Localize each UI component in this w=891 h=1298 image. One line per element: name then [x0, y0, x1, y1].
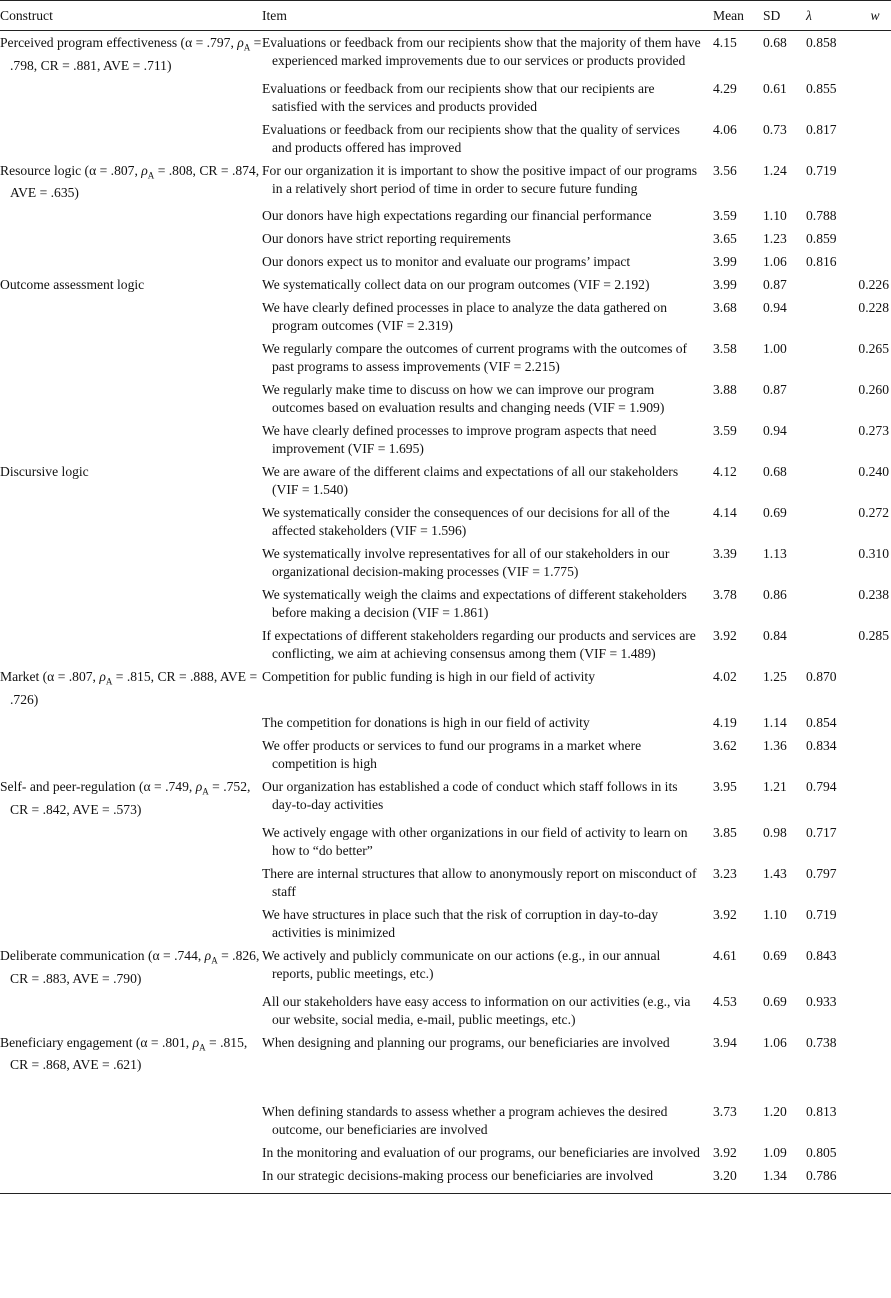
table-row [0, 1164, 891, 1194]
cell-w: 0.285 [858, 628, 889, 644]
item-text: There are internal structures that allow to anonymously report on misconduct of staff [262, 865, 697, 899]
cell-mean: 3.73 [713, 1104, 737, 1120]
cell-w [853, 903, 891, 944]
cell-w: 0.273 [858, 423, 889, 439]
cell-sd: 0.68 [763, 464, 787, 480]
cell-sd: 1.34 [763, 1164, 806, 1194]
cell-lambda: 0.797 [806, 865, 837, 881]
table-row [0, 862, 891, 903]
cell-construct [0, 296, 262, 337]
cell-w [853, 250, 891, 273]
cell-mean: 3.92 [713, 628, 737, 644]
cell-construct [0, 227, 262, 250]
cell-mean: 4.15 [713, 35, 737, 50]
cell-w [853, 1100, 891, 1141]
cell-w: 0.260 [858, 382, 889, 398]
cell-item [262, 77, 713, 118]
item-text: Competition for public funding is high in our field of activity [262, 669, 596, 685]
cell-construct [0, 1164, 262, 1194]
table-row [0, 1141, 891, 1164]
cell-construct [0, 990, 262, 1031]
cell-item [262, 159, 713, 205]
item-text: Evaluations or feedback from our recipients show that the majority of them have experienced marked improvements due to our services or products provided [262, 35, 701, 68]
item-text: For our organization it is important to show the positive impact of our programs in a relatively short period of time in order to secure future funding [262, 162, 698, 196]
cell-sd: 0.69 [763, 947, 787, 963]
cell-sd: 0.69 [763, 993, 787, 1009]
cell-item [262, 1031, 713, 1101]
header-mean: Mean [713, 1, 763, 31]
cell-lambda [806, 296, 853, 337]
construct-text: Beneficiary engagement (α = .801, $\rho_A = .815$, CR = .868, AVE = .621) [0, 1034, 248, 1073]
cell-item [262, 250, 713, 273]
cell-w [853, 944, 891, 990]
cell-w [853, 1164, 891, 1194]
cell-lambda [806, 583, 853, 624]
cell-mean: 3.78 [713, 587, 737, 603]
cell-construct [0, 821, 262, 862]
cell-w [853, 31, 891, 77]
cell-sd: 1.25 [763, 669, 787, 685]
cell-lambda: 0.859 [806, 231, 837, 247]
table-row [0, 711, 891, 734]
cell-mean: 3.88 [713, 382, 737, 398]
cell-mean: 3.62 [713, 738, 737, 754]
cell-construct [0, 31, 262, 77]
cell-sd: 1.00 [763, 341, 787, 357]
cell-item [262, 734, 713, 775]
construct-text: Discursive logic [0, 464, 89, 480]
cell-mean: 3.92 [713, 906, 737, 922]
cell-w [853, 1031, 891, 1101]
cell-lambda: 0.805 [806, 1145, 837, 1161]
cell-mean: 3.99 [713, 277, 737, 293]
cell-mean: 4.61 [713, 947, 737, 963]
cell-item [262, 775, 713, 821]
item-text: We are aware of the different claims and expectations of all our stakeholders (VIF = 1.540) [262, 464, 679, 498]
cell-construct [0, 204, 262, 227]
cell-w [853, 665, 891, 711]
item-text: We systematically consider the consequences of our decisions for all of the affected stakeholders (VIF = 1.596) [262, 505, 670, 539]
cell-w: 0.238 [858, 587, 889, 603]
cell-lambda [806, 337, 853, 378]
cell-construct [0, 734, 262, 775]
cell-w: 0.272 [858, 505, 889, 521]
cell-construct [0, 1141, 262, 1164]
item-text: In the monitoring and evaluation of our programs, our beneficiaries are involved [262, 1145, 700, 1161]
table-row [0, 460, 891, 501]
cell-lambda: 0.858 [806, 35, 837, 50]
cell-mean: 3.65 [713, 231, 737, 247]
table-row [0, 118, 891, 159]
item-text: We offer products or services to fund our programs in a market where competition is high [262, 738, 642, 772]
cell-item [262, 821, 713, 862]
header-construct: Construct [0, 1, 262, 31]
table-body [0, 31, 891, 1194]
cell-lambda [806, 378, 853, 419]
cell-item [262, 1141, 713, 1164]
cell-sd: 1.09 [763, 1145, 787, 1161]
cell-construct [0, 1100, 262, 1141]
item-text: We actively and publicly communicate on our actions (e.g., in our annual reports, public meetings, etc.) [262, 947, 661, 981]
cell-mean: 4.06 [713, 121, 737, 137]
item-text: We systematically involve representatives for all of our stakeholders in our organizational decision-making processes (VIF = 1.775) [262, 546, 670, 580]
cell-item [262, 419, 713, 460]
cell-sd: 0.86 [763, 587, 787, 603]
table-row [0, 624, 891, 665]
cell-sd: 1.06 [763, 254, 787, 270]
cell-mean: 3.99 [713, 254, 737, 270]
cell-w [853, 227, 891, 250]
item-text: All our stakeholders have easy access to information on our activities (e.g., via our website, social media, e-mail, public meetings, etc.) [262, 993, 691, 1027]
header-w: w [853, 1, 891, 31]
item-text: When designing and planning our programs, our beneficiaries are involved [262, 1034, 670, 1050]
header-item: Item [262, 1, 713, 31]
cell-lambda: 0.786 [806, 1164, 853, 1194]
item-text: We have clearly defined processes in place to analyze the data gathered on program outcomes (VIF = 2.319) [262, 300, 668, 334]
cell-w [853, 711, 891, 734]
cell-w [853, 204, 891, 227]
cell-lambda: 0.719 [806, 162, 837, 178]
cell-w: 0.265 [858, 341, 889, 357]
cell-sd: 1.10 [763, 906, 787, 922]
item-text: In our strategic decisions-making process our beneficiaries are involved [262, 1168, 654, 1184]
table-row [0, 501, 891, 542]
cell-w: 0.240 [858, 464, 889, 480]
cell-lambda: 0.719 [806, 906, 837, 922]
table-row [0, 250, 891, 273]
table-row [0, 821, 891, 862]
cell-lambda: 0.843 [806, 947, 837, 963]
cell-construct [0, 542, 262, 583]
table-row [0, 734, 891, 775]
cell-mean: 3.59 [713, 423, 737, 439]
item-text: We systematically collect data on our program outcomes (VIF = 2.192) [262, 277, 650, 293]
table-row [0, 775, 891, 821]
cell-lambda: 0.816 [806, 254, 837, 270]
cell-mean: 4.02 [713, 669, 737, 685]
cell-lambda: 0.813 [806, 1104, 837, 1120]
cell-construct [0, 118, 262, 159]
cell-item [262, 31, 713, 77]
table-row [0, 378, 891, 419]
cell-construct [0, 460, 262, 501]
item-text: Our organization has established a code of conduct which staff follows in its day-to-day activities [262, 779, 678, 813]
cell-sd: 1.24 [763, 162, 787, 178]
cell-lambda: 0.794 [806, 779, 837, 795]
cell-construct [0, 903, 262, 944]
cell-mean: 4.29 [713, 80, 737, 96]
cell-sd: 0.94 [763, 300, 787, 316]
cell-w [853, 862, 891, 903]
cell-construct [0, 378, 262, 419]
construct-text: Outcome assessment logic [0, 277, 145, 293]
cell-mean: 4.14 [713, 505, 737, 521]
cell-construct [0, 711, 262, 734]
cell-construct [0, 944, 262, 990]
cell-mean: 3.59 [713, 208, 737, 224]
cell-lambda [806, 624, 853, 665]
item-text: The competition for donations is high in our field of activity [262, 715, 590, 731]
cell-lambda: 0.817 [806, 121, 837, 137]
table-row [0, 159, 891, 205]
cell-sd: 1.21 [763, 779, 787, 795]
cell-sd: 0.84 [763, 628, 787, 644]
table-row [0, 542, 891, 583]
table-row [0, 337, 891, 378]
cell-item [262, 862, 713, 903]
construct-text: Deliberate communication (α = .744, $\rho_A = .826$, CR = .883, AVE = .790) [0, 947, 260, 986]
cell-mean: 3.58 [713, 341, 737, 357]
cell-construct [0, 583, 262, 624]
cell-mean: 3.39 [713, 546, 737, 562]
cell-construct [0, 159, 262, 205]
table-row [0, 583, 891, 624]
cell-sd: 0.61 [763, 80, 787, 96]
table-row [0, 77, 891, 118]
cell-lambda [806, 273, 853, 296]
cell-sd: 0.87 [763, 382, 787, 398]
cell-sd: 1.10 [763, 208, 787, 224]
cell-item [262, 1164, 713, 1194]
cell-mean: 4.53 [713, 993, 737, 1009]
cell-w: 0.226 [858, 277, 889, 293]
cell-construct [0, 665, 262, 711]
cell-lambda: 0.788 [806, 208, 837, 224]
cell-lambda: 0.717 [806, 824, 837, 840]
cell-item [262, 665, 713, 711]
cell-item [262, 337, 713, 378]
cell-construct [0, 250, 262, 273]
cell-w [853, 77, 891, 118]
cell-sd: 0.98 [763, 824, 787, 840]
cell-lambda: 0.854 [806, 715, 837, 731]
cell-lambda [806, 542, 853, 583]
cell-item [262, 296, 713, 337]
cell-w: 0.310 [858, 546, 889, 562]
cell-construct [0, 337, 262, 378]
cell-item [262, 501, 713, 542]
table-row [0, 419, 891, 460]
cell-lambda: 0.933 [806, 993, 837, 1009]
item-text: We regularly make time to discuss on how we can improve our program outcomes based on evaluation results and changing needs (VIF = 1.909) [262, 382, 665, 416]
table-row [0, 1100, 891, 1141]
cell-lambda: 0.855 [806, 80, 837, 96]
cell-item [262, 460, 713, 501]
item-text: We systematically weigh the claims and expectations of different stakeholders before making a decision (VIF = 1.861) [262, 587, 687, 621]
cell-item [262, 903, 713, 944]
table-row [0, 273, 891, 296]
cell-mean: 3.92 [713, 1145, 737, 1161]
cell-mean: 3.56 [713, 162, 737, 178]
cell-construct [0, 624, 262, 665]
header-sd: SD [763, 1, 806, 31]
cell-w [853, 734, 891, 775]
cell-mean: 3.23 [713, 865, 737, 881]
cell-lambda [806, 460, 853, 501]
cell-mean: 3.68 [713, 300, 737, 316]
cell-construct [0, 419, 262, 460]
item-text: We regularly compare the outcomes of current programs with the outcomes of past programs to assess improvements (VIF = 2.215) [262, 341, 688, 375]
cell-mean: 4.19 [713, 715, 737, 731]
cell-mean: 3.20 [713, 1164, 763, 1194]
cell-sd: 0.68 [763, 35, 787, 50]
cell-item [262, 624, 713, 665]
cell-construct [0, 1031, 262, 1101]
cell-w [853, 159, 891, 205]
cell-sd: 1.13 [763, 546, 787, 562]
item-text: We have structures in place such that the risk of corruption in day-to-day activities is minimized [262, 906, 659, 940]
cell-lambda: 0.834 [806, 738, 837, 754]
cell-w: 0.228 [858, 300, 889, 316]
cell-item [262, 273, 713, 296]
cell-sd: 1.14 [763, 715, 787, 731]
cell-lambda [806, 501, 853, 542]
cell-sd: 1.20 [763, 1104, 787, 1120]
item-text: Our donors have high expectations regarding our financial performance [262, 208, 652, 224]
cell-w [853, 775, 891, 821]
cell-item [262, 118, 713, 159]
cell-mean: 4.12 [713, 464, 737, 480]
table-row [0, 31, 891, 77]
cell-item [262, 227, 713, 250]
table-row [0, 1031, 891, 1101]
item-text: We have clearly defined processes to improve program aspects that need improvement (VIF = 1.695) [262, 423, 657, 457]
header-lambda: λ [806, 1, 853, 31]
item-text: Evaluations or feedback from our recipients show that our recipients are satisfied with the services and products provided [262, 80, 655, 114]
cell-sd: 0.69 [763, 505, 787, 521]
cell-construct [0, 77, 262, 118]
item-text: If expectations of different stakeholders regarding our products and services are conflicting, we aim at achieving consensus among them (VIF = 1.489) [262, 628, 696, 662]
table-row [0, 903, 891, 944]
cell-mean: 3.94 [713, 1034, 737, 1050]
cell-lambda: 0.738 [806, 1034, 837, 1050]
cell-construct [0, 862, 262, 903]
cell-sd: 1.36 [763, 738, 787, 754]
cell-sd: 0.87 [763, 277, 787, 293]
cell-construct [0, 501, 262, 542]
table-row [0, 665, 891, 711]
table-row [0, 296, 891, 337]
cell-item [262, 204, 713, 227]
cell-sd: 1.23 [763, 231, 787, 247]
cell-sd: 1.43 [763, 865, 787, 881]
item-text: We actively engage with other organizations in our field of activity to learn on how to “do better” [262, 824, 688, 858]
header-row [0, 1, 891, 31]
table-row [0, 990, 891, 1031]
cell-construct [0, 273, 262, 296]
cell-lambda [806, 419, 853, 460]
cell-mean: 3.95 [713, 779, 737, 795]
cell-sd: 0.73 [763, 121, 787, 137]
cell-lambda: 0.870 [806, 669, 837, 685]
cell-item [262, 378, 713, 419]
table-row [0, 944, 891, 990]
construct-text: Perceived program effectiveness (α = .797, $\rho_A = .798$, CR = .881, AVE = .711) [0, 35, 262, 73]
construct-text: Resource logic (α = .807, $\rho_A = .808$, CR = .874, AVE = .635) [0, 162, 260, 201]
construct-text: Self- and peer-regulation (α = .749, $\rho_A = .752$, CR = .842, AVE = .573) [0, 779, 251, 817]
cell-item [262, 711, 713, 734]
cell-item [262, 944, 713, 990]
cell-construct [0, 775, 262, 821]
cell-w [853, 821, 891, 862]
cell-sd: 0.94 [763, 423, 787, 439]
construct-text: Market (α = .807, $\rho_A = .815$, CR = .888, AVE = .726) [0, 669, 258, 708]
item-text: Evaluations or feedback from our recipients show that the quality of services and products offered has improved [262, 121, 680, 155]
cell-w [853, 1141, 891, 1164]
cell-mean: 3.85 [713, 824, 737, 840]
cell-w [853, 118, 891, 159]
item-text: Our donors have strict reporting requirements [262, 231, 511, 247]
cell-w [853, 990, 891, 1031]
table-row [0, 204, 891, 227]
item-text: When defining standards to assess whether a program achieves the desired outcome, our beneficiaries are involved [262, 1104, 668, 1138]
cell-item [262, 583, 713, 624]
cell-item [262, 542, 713, 583]
table-row [0, 227, 891, 250]
cell-sd: 1.06 [763, 1034, 787, 1050]
item-text: Our donors expect us to monitor and evaluate our programs’ impact [262, 254, 631, 270]
cell-item [262, 990, 713, 1031]
cell-item [262, 1100, 713, 1141]
